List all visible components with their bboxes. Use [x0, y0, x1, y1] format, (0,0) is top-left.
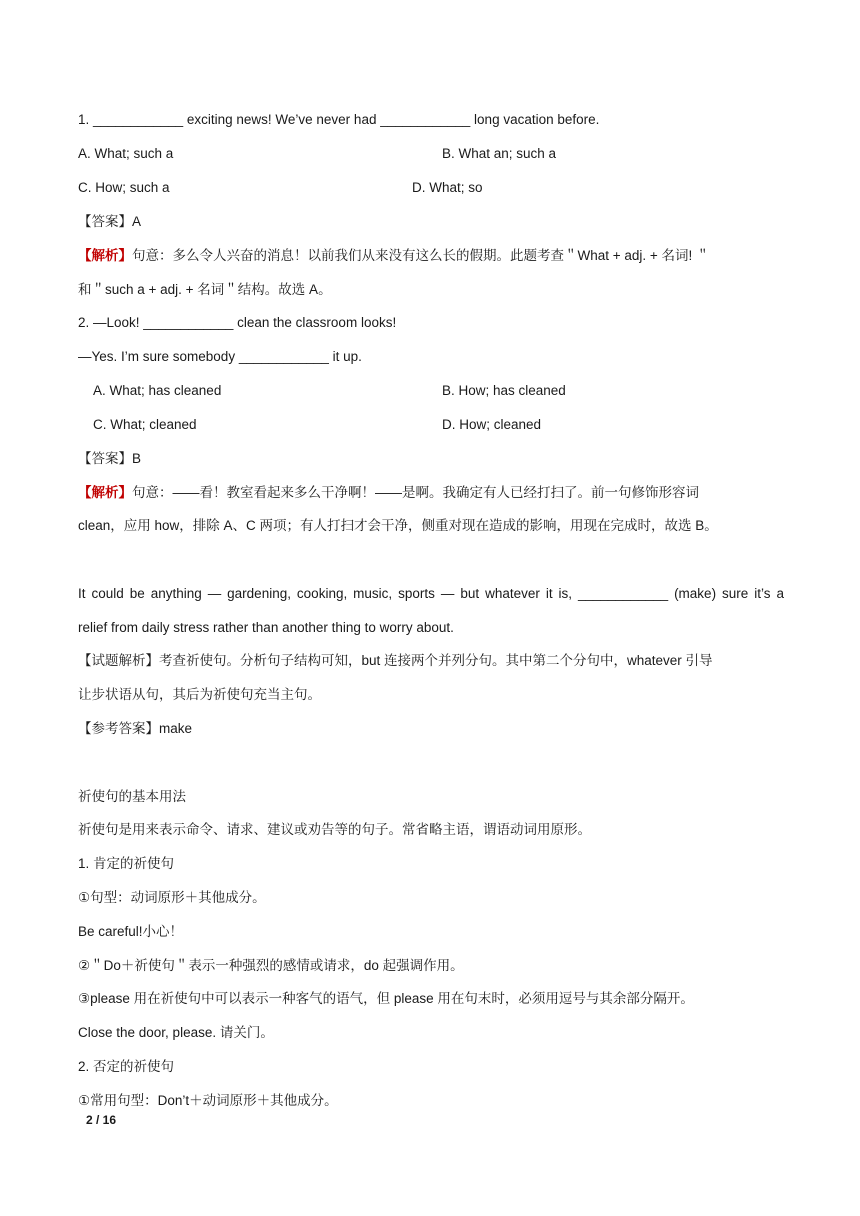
q2-analysis-line-2: clean，应用 how，排除 A、C 两项；有人打扫才会干净，侧重对现在造成的影响，用现在完成时，故选 B。 [78, 518, 718, 533]
q2-analysis-line-1 [78, 484, 699, 502]
q1-answer: 【答案】A [78, 214, 142, 229]
notes-point-4: ①常用句型：Don’t＋动词原形＋其他成分。 [78, 1093, 338, 1108]
q2-stem-1: 2. —Look! ____________ clean the classroom looks! [78, 315, 397, 330]
q3-stem-1: It could be anything — gardening, cooking, music, sports — but whatever it is, ____________ (make) sure it’s a [78, 586, 784, 601]
q2-option-c: C. What; cleaned [93, 417, 197, 432]
q2-stem-2: —Yes. I’m sure somebody ____________ it up. [78, 349, 362, 364]
page-number: 2 / 16 [86, 1113, 117, 1127]
q2-analysis-text: 句意：——看！教室看起来多么干净啊！——是啊。我确定有人已经打扫了。前一句修饰形容词 [132, 485, 699, 500]
notes-heading-1: 1. 肯定的祈使句 [78, 856, 175, 871]
notes-example-1: Be careful!小心！ [78, 924, 184, 939]
q1-option-b: B. What an; such a [442, 146, 557, 161]
q3-answer: 【参考答案】make [78, 721, 193, 736]
q1-analysis-line-1 [78, 247, 710, 265]
notes-heading-2: 2. 否定的祈使句 [78, 1059, 175, 1074]
q1-option-c: C. How; such a [78, 180, 170, 195]
analysis-label: 【解析】 [78, 248, 132, 263]
q1-option-a: A. What; such a [78, 146, 174, 161]
q1-analysis-text: 句意：多么令人兴奋的消息！以前我们从来没有这么长的假期。此题考查＂What + adj. + 名词! ＂ [132, 248, 710, 263]
analysis-label: 【解析】 [78, 485, 132, 500]
q2-option-a: A. What; has cleaned [93, 383, 222, 398]
notes-example-2: Close the door, please. 请关门。 [78, 1025, 274, 1040]
q3-stem-2: relief from daily stress rather than another thing to worry about. [78, 620, 454, 635]
notes-intro: 祈使句是用来表示命令、请求、建议或劝告等的句子。常省略主语，谓语动词用原形。 [78, 822, 591, 837]
q2-answer: 【答案】B [78, 451, 142, 466]
q3-analysis-line-1: 【试题解析】考查祈使句。分析句子结构可知，but 连接两个并列分句。其中第二个分句中，whatever 引导 [78, 653, 713, 668]
notes-point-2: ②＂Do＋祈使句＂表示一种强烈的感情或请求，do 起强调作用。 [78, 958, 464, 973]
q2-option-b: B. How; has cleaned [442, 383, 566, 398]
q1-analysis-line-2: 和＂such a + adj. + 名词＂结构。故选 A。 [78, 282, 332, 297]
q2-option-d: D. How; cleaned [442, 417, 542, 432]
notes-point-1: ①句型：动词原形＋其他成分。 [78, 890, 266, 905]
q3-analysis-line-2: 让步状语从句，其后为祈使句充当主句。 [78, 687, 321, 702]
notes-title: 祈使句的基本用法 [78, 789, 186, 804]
q1-option-d: D. What; so [412, 180, 483, 195]
notes-point-3: ③please 用在祈使句中可以表示一种客气的语气，但 please 用在句末时，必须用逗号与其余部分隔开。 [78, 991, 694, 1006]
q1-stem: 1. ____________ exciting news! We’ve never had ____________ long vacation before. [78, 112, 600, 127]
